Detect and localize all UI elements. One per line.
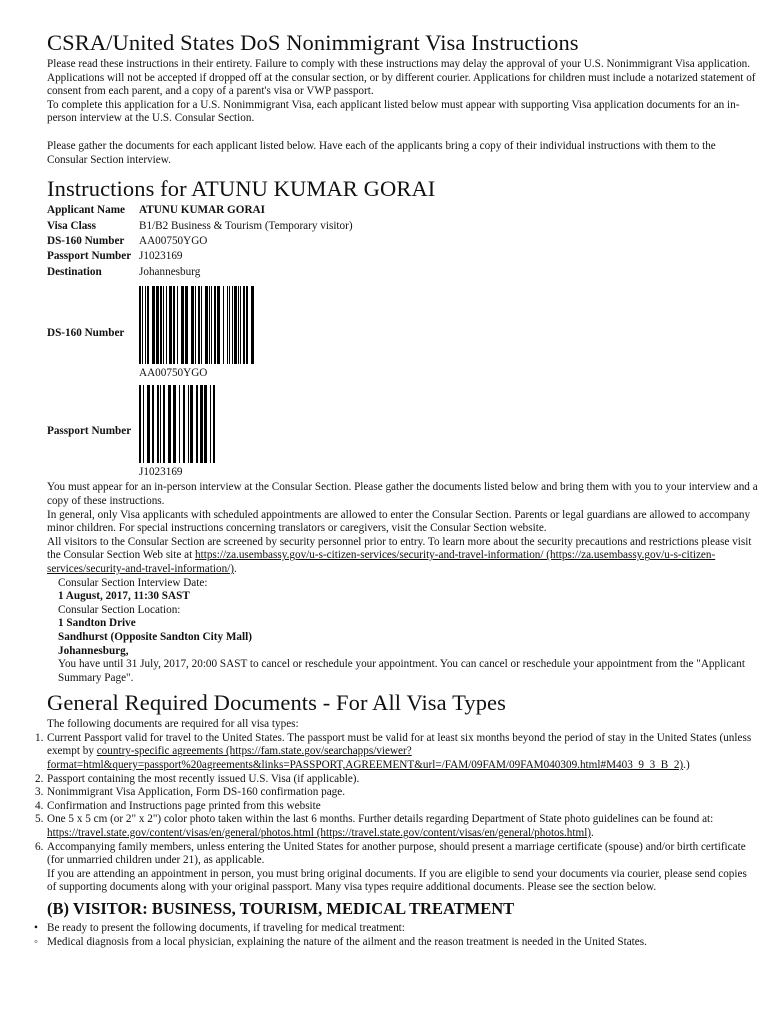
security-text: All visitors to the Consular Section are screened by security personnel prior to entry. To learn more about the security precautions and restrictions please visit the Consular Section Web site at: [47, 535, 752, 562]
location-line: Johannesburg,: [58, 644, 129, 657]
visitor-documents-list: [34, 922, 758, 949]
barcode-bar: [139, 385, 141, 463]
barcode-bar: [243, 286, 245, 364]
barcode-bar: [152, 286, 155, 364]
intro-paragraph: To complete this application for a U.S. Nonimmigrant Visa, each applicant listed below must appear with supporting Visa application documents for an in-person interview at the U.S. Consular Section.: [47, 98, 740, 125]
gather-note: Please gather the documents for each applicant listed below. Have each of the applicants bring a copy of their individual instructions with them to the Consular Section interview.: [47, 139, 716, 166]
appointment-block: [47, 577, 758, 686]
barcode-bar: [198, 286, 200, 364]
barcode-bar: [157, 385, 159, 463]
barcode-bar: [223, 286, 224, 364]
barcode-bar: [163, 385, 165, 463]
visa-class-value: B1/B2 Business & Tourism (Temporary visitor): [139, 219, 353, 232]
barcode-bar: [201, 286, 202, 364]
barcode-bar: [160, 286, 162, 364]
barcode-bar: [195, 286, 196, 364]
barcode-bar: [143, 385, 144, 463]
list-item-link[interactable]: country-specific agreements (https://fam.state.gov/searchapps/viewer?format=html&query=passport%20agreements&links=PASSPORT,AGREEMENT&url=/FAM/09FAM/09FAM040309.html#M403_9_3_B_2): [47, 745, 684, 772]
list-item-text-end: .): [683, 759, 690, 772]
list-item-text: Confirmation and Instructions page printed from this website: [47, 799, 321, 812]
general-documents-heading: General Required Documents - For All Visa Types: [47, 690, 506, 716]
bullet-marker: ◦: [34, 935, 38, 948]
barcode-bar: [181, 286, 184, 364]
barcode-bar: [169, 286, 172, 364]
list-item: [35, 786, 758, 800]
table-row: [47, 203, 353, 218]
intro-paragraph: Please read these instructions in their entirety. Failure to comply with these instructions may delay the approval of your U.S. Nonimmigrant Visa application.: [47, 58, 751, 70]
location-line: 1 Sandton Drive: [58, 617, 136, 630]
barcode-bar: [173, 286, 175, 364]
passport-value: J1023169: [139, 250, 183, 263]
list-item: [34, 935, 758, 950]
barcode-bar: [205, 286, 208, 364]
barcode-bar: [168, 385, 171, 463]
list-item-text: Current Passport valid for travel to the United States. The passport must be valid for at least six months beyond the period of stay in the United States (unless exempt by: [47, 731, 752, 758]
table-row: [47, 219, 353, 234]
applicant-name-value: ATUNU KUMAR GORAI: [139, 204, 265, 217]
barcode-bar: [179, 385, 180, 463]
list-number: 6.: [35, 840, 44, 853]
barcode-bar: [145, 286, 146, 364]
general-documents-list: [35, 731, 758, 868]
ds160-value: AA00750YGO: [139, 234, 208, 247]
list-item: [35, 772, 758, 787]
list-item-text-end: .: [591, 827, 594, 840]
ds160-barcode-row: [47, 286, 758, 381]
table-row: [47, 249, 353, 264]
barcode-bar: [183, 385, 185, 463]
list-item-text: Be ready to present the following documents, if traveling for medical treatment:: [47, 922, 405, 934]
barcode-bar: [227, 286, 228, 364]
barcode-bar: [200, 385, 203, 463]
list-item-text: One 5 x 5 cm (or 2" x 2") color photo taken within the last 6 months. Further details regarding Department of State photo guidelines can be found at:: [47, 813, 714, 826]
barcode-bar: [147, 286, 149, 364]
barcode-bar: [229, 286, 230, 364]
table-row: [47, 234, 353, 249]
barcode-bar: [209, 286, 210, 364]
interview-paragraph: You must appear for an in-person interview at the Consular Section. Please gather the documents listed below and bring them with you to your interview and a copy of these instructions.: [47, 481, 758, 507]
barcode-bar: [251, 286, 254, 364]
barcode-bar: [213, 385, 215, 463]
list-item: [35, 813, 758, 840]
ds160-barcode-text: AA00750YGO: [139, 367, 208, 380]
list-number: 2.: [35, 772, 44, 785]
security-text-end: .: [234, 562, 237, 575]
list-number: 5.: [35, 813, 44, 826]
interview-paragraph: In general, only Visa applicants with scheduled appointments are allowed to enter the Consular Section. Parents or legal guardians are allowed to accompany minor children. For special instructions concerning translators or caregivers, visit the Consular Section website.: [47, 508, 751, 535]
security-info-link[interactable]: https://za.usembassy.gov/u-s-citizen-services/security-and-travel-information/ (https://za.usembassy.gov/u-s-citizen-services/security-and-travel-information/): [47, 549, 716, 575]
barcode-bar: [214, 286, 216, 364]
visitor-heading: (B) VISITOR: BUSINESS, TOURISM, MEDICAL TREATMENT: [47, 899, 515, 918]
barcode-bar: [196, 385, 198, 463]
barcode-bar: [232, 286, 233, 364]
courier-note: If you are attending an appointment in person, you must bring original documents. If you are eligible to send your documents via courier, please send copies of supporting documents along with your original passport. Many visa types require additional documents. Please see the section below.: [47, 867, 747, 894]
barcode-bar: [190, 385, 193, 463]
list-item: [35, 840, 758, 868]
list-item-text: Nonimmigrant Visa Application, Form DS-160 confirmation page.: [47, 786, 346, 799]
ds160-label: DS-160 Number: [47, 234, 125, 247]
barcode-bar: [177, 286, 178, 364]
intro-paragraph: Applications will not be accepted if dropped off at the consular section, or by different courier. Applications for children must include a notarized statement of consent from each parent, and a copy of a parent's visa or VWP passport.: [47, 71, 756, 98]
page-title: CSRA/United States DoS Nonimmigrant Visa Instructions: [47, 30, 579, 55]
barcode-bar: [217, 286, 220, 364]
barcode-bar: [234, 286, 237, 364]
visa-class-label: Visa Class: [47, 219, 97, 232]
location-line: Sandhurst (Opposite Sandton City Mall): [58, 630, 252, 643]
applicant-heading: Instructions for ATUNU KUMAR GORAI: [47, 176, 436, 202]
general-documents-section: [35, 718, 758, 895]
passport-barcode: [139, 385, 217, 463]
list-item-text: Medical diagnosis from a local physician, explaining the nature of the ailment and the reason treatment is needed in the United States.: [47, 935, 647, 948]
barcode-bar: [204, 385, 207, 463]
barcode-bar: [238, 286, 239, 364]
list-number: 4.: [35, 799, 44, 812]
barcode-bar: [166, 286, 167, 364]
passport-barcode-text: J1023169: [139, 465, 183, 478]
table-row: [47, 265, 353, 280]
barcode-bar: [188, 385, 189, 463]
barcode-bar: [191, 286, 194, 364]
barcode-bar: [156, 286, 159, 364]
passport-barcode-label: Passport Number: [47, 425, 132, 438]
cancel-note: You have until 31 July, 2017, 20:00 SAST to cancel or reschedule your appointment. You can cancel or reschedule your appointment from the "Applicant Summary Page".: [58, 658, 745, 684]
barcode-bar: [210, 385, 211, 463]
barcode-bar: [246, 286, 248, 364]
barcode-bar: [173, 385, 176, 463]
barcode-bar: [142, 286, 143, 364]
interview-date-value: 1 August, 2017, 11:30 SAST: [58, 590, 190, 603]
list-item-text: Passport containing the most recently issued U.S. Visa (if applicable).: [47, 772, 360, 785]
list-item-text: Accompanying family members, unless entering the United States for another purpose, should present a marriage certificate (spouse) and/or birth certificate (for unmarried children under 21), as applicable.: [47, 840, 746, 867]
list-item: [35, 731, 758, 773]
barcode-bar: [152, 385, 154, 463]
passport-label: Passport Number: [47, 250, 132, 263]
ds160-barcode: [139, 286, 257, 364]
interview-date-label: Consular Section Interview Date:: [58, 576, 208, 589]
list-number: 3.: [35, 786, 44, 799]
barcode-bar: [139, 286, 141, 364]
bullet-marker: •: [34, 922, 38, 934]
list-item-link[interactable]: https://travel.state.gov/content/visas/en/general/photos.html (https://travel.state.gov/content/visas/en/general/photos.html): [47, 827, 592, 840]
applicant-name-label: Applicant Name: [47, 204, 126, 217]
destination-value: Johannesburg: [139, 265, 201, 278]
passport-barcode-row: [47, 385, 758, 480]
destination-label: Destination: [47, 265, 102, 278]
applicant-info-table: [47, 203, 353, 280]
security-paragraph: [47, 536, 758, 577]
list-item: [34, 922, 758, 936]
list-number: 1.: [35, 731, 44, 744]
barcode-bar: [211, 286, 212, 364]
barcode-bar: [240, 286, 241, 364]
list-item: [35, 799, 758, 814]
ds160-barcode-label: DS-160 Number: [47, 326, 125, 339]
location-label: Consular Section Location:: [58, 603, 181, 616]
barcode-bar: [160, 385, 161, 463]
barcode-bar: [163, 286, 164, 364]
barcode-bar: [147, 385, 150, 463]
general-intro: The following documents are required for all visa types:: [47, 718, 299, 731]
barcode-bar: [185, 286, 188, 364]
